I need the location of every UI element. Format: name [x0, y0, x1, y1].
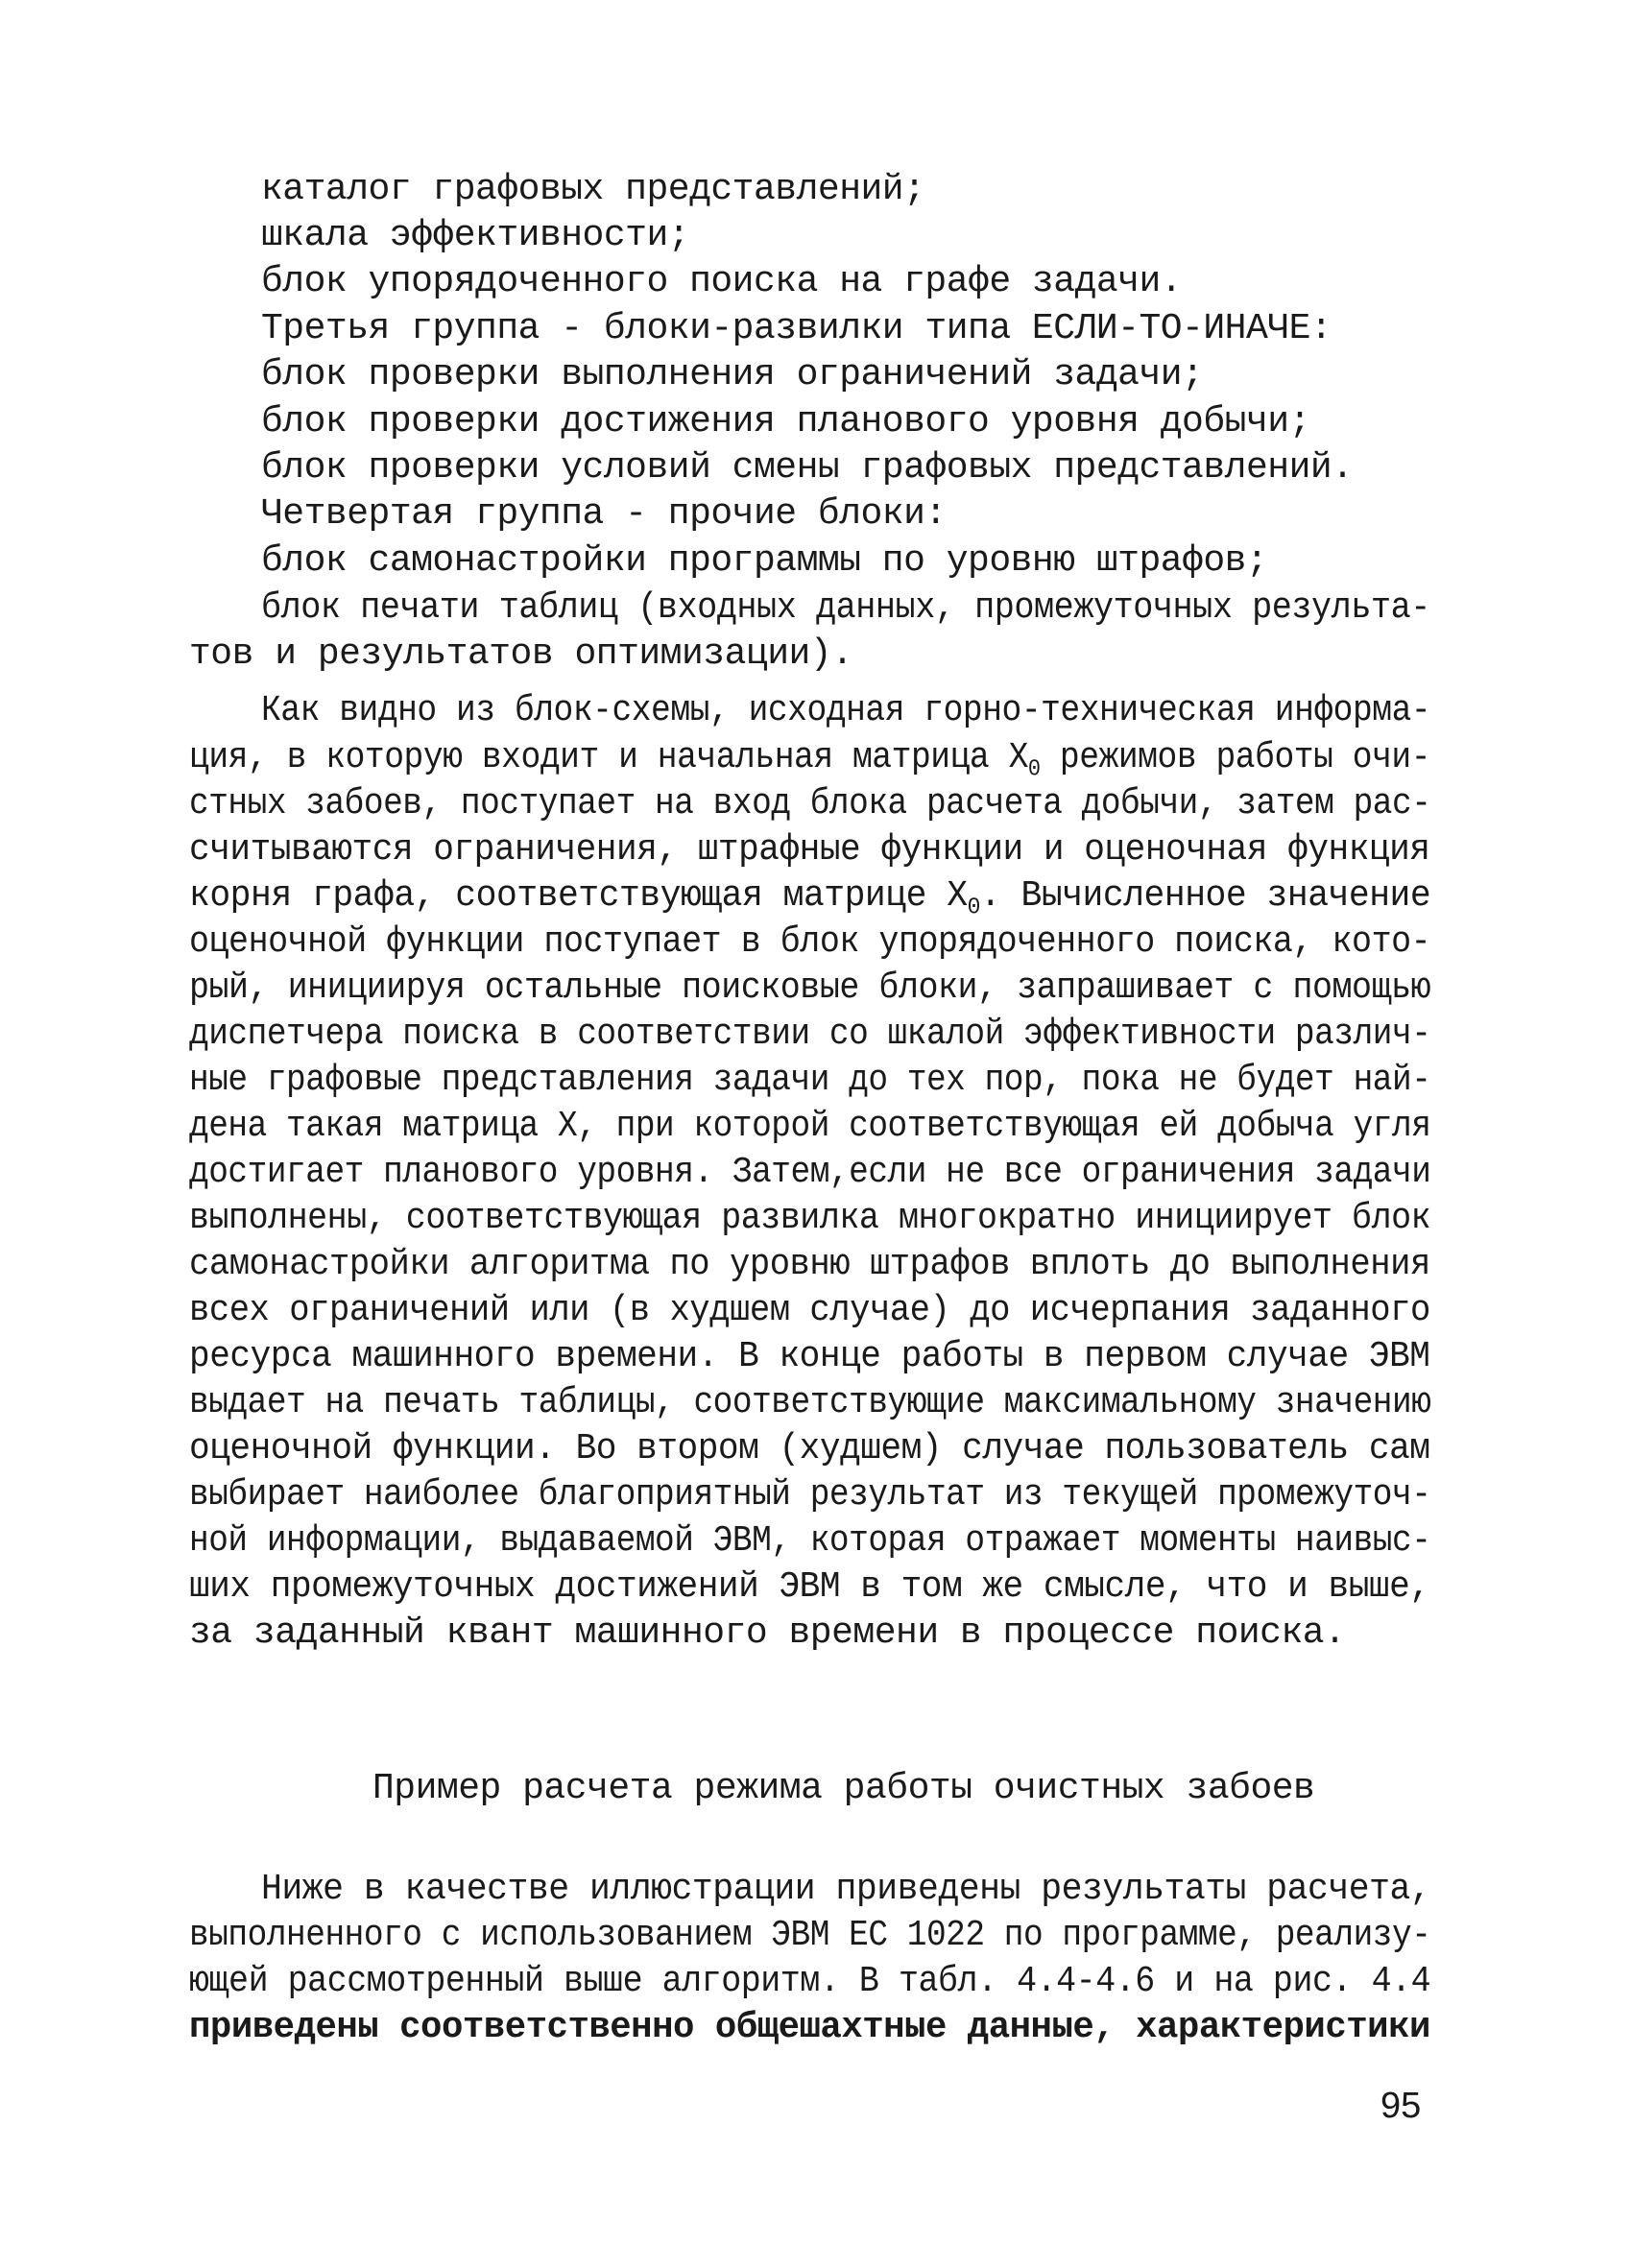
text-segment: режимов работы очи-	[1040, 737, 1431, 778]
text-line: выполненного с использованием ЭВМ ЕС 1022 по программе, реализу-	[189, 1915, 1431, 1956]
subscript: 0	[967, 895, 980, 921]
text-line	[189, 873, 1430, 919]
text-line: выбирает наиболее благоприятный результат из текущей промежуточ-	[189, 1474, 1431, 1516]
text-line: блок проверки условий смены графовых представлений.	[261, 447, 1354, 489]
text-line: дена такая матрица X, при которой соответствующая ей добыча угля	[189, 1106, 1431, 1147]
text-line: рый, инициируя остальные поисковые блоки, запрашивает с помощью	[189, 967, 1431, 1009]
text-segment: . Вычисленное значение	[979, 875, 1431, 917]
text-line: тов и результатов оптимизации).	[189, 633, 853, 675]
text-line	[189, 735, 1430, 781]
text-line: считываются ограничения, штрафные функции и оценочная функция	[189, 829, 1430, 871]
text-line: диспетчера поиска в соответствии со шкалой эффективности различ-	[189, 1014, 1431, 1055]
text-line: Третья группа - блоки-развилки типа ЕСЛИ-ТО-ИНАЧЕ:	[261, 308, 1332, 349]
text-line: ресурса машинного времени. В конце работы в первом случае ЭВМ	[189, 1336, 1430, 1377]
text-line: Как видно из блок-схемы, исходная горно-техническая информа-	[261, 690, 1431, 731]
text-line: ших промежуточных достижений ЭВМ в том же смысле, что и выше,	[189, 1566, 1430, 1608]
text-line: приведены соответственно общешахтные данные, характеристики	[189, 2007, 1430, 2048]
text-line: выдает на печать таблицы, соответствующие максимальному значению	[189, 1382, 1431, 1423]
text-line: блок печати таблиц (входных данных, промежуточных результа-	[261, 587, 1430, 629]
text-line: ные графовые представления задачи до тех пор, пока не будет най-	[189, 1060, 1431, 1101]
section-heading: Пример расчета режима работы очистных забоев	[372, 1768, 1315, 1809]
text-line: блок упорядоченного поиска на графе задачи.	[261, 261, 1183, 302]
text-line: ной информации, выдаваемой ЭВМ, которая отражает моменты наивыс-	[189, 1520, 1431, 1562]
text-line: блок проверки достижения планового уровня добычи;	[261, 401, 1310, 442]
text-line: оценочной функции. Во втором (худшем) случае пользователь сам	[189, 1428, 1430, 1469]
text-line: стных забоев, поступает на вход блока расчета добычи, затем рас-	[189, 783, 1431, 824]
text-line: ющей рассмотренный выше алгоритм. В табл. 4.4-4.6 и на рис. 4.4	[189, 1961, 1431, 2002]
text-line: за заданный квант машинного времени в процессе поиска.	[189, 1612, 1346, 1654]
page-number: 95	[1380, 2086, 1422, 2126]
text-line: блок самонастройки программы по уровню штрафов;	[261, 540, 1268, 582]
text-line: блок проверки выполнения ограничений задачи;	[261, 354, 1204, 395]
text-segment: ция, в которую входит и начальная матрица X	[189, 737, 1028, 778]
text-line: выполнены, соответствующая развилка многократно инициирует блок	[189, 1198, 1431, 1239]
subscript: 0	[1027, 756, 1041, 783]
text-line: Ниже в качестве иллюстрации приведены результаты расчета,	[261, 1869, 1431, 1910]
text-line: Четвертая группа - прочие блоки:	[261, 493, 947, 535]
text-line: оценочной функции поступает в блок упорядоченного поиска, кото-	[189, 921, 1431, 963]
text-line: шкала эффективности;	[261, 215, 690, 256]
text-line: достигает планового уровня. Затем,если не все ограничения задачи	[189, 1152, 1431, 1193]
text-line: каталог графовых представлений;	[261, 169, 925, 210]
text-segment: корня графа, соответствующая матрице X	[189, 875, 968, 917]
text-line: самонастройки алгоритма по уровню штрафов вплоть до выполнения	[189, 1244, 1430, 1285]
text-line: всех ограничений или (в худшем случае) до исчерпания заданного	[189, 1290, 1430, 1331]
